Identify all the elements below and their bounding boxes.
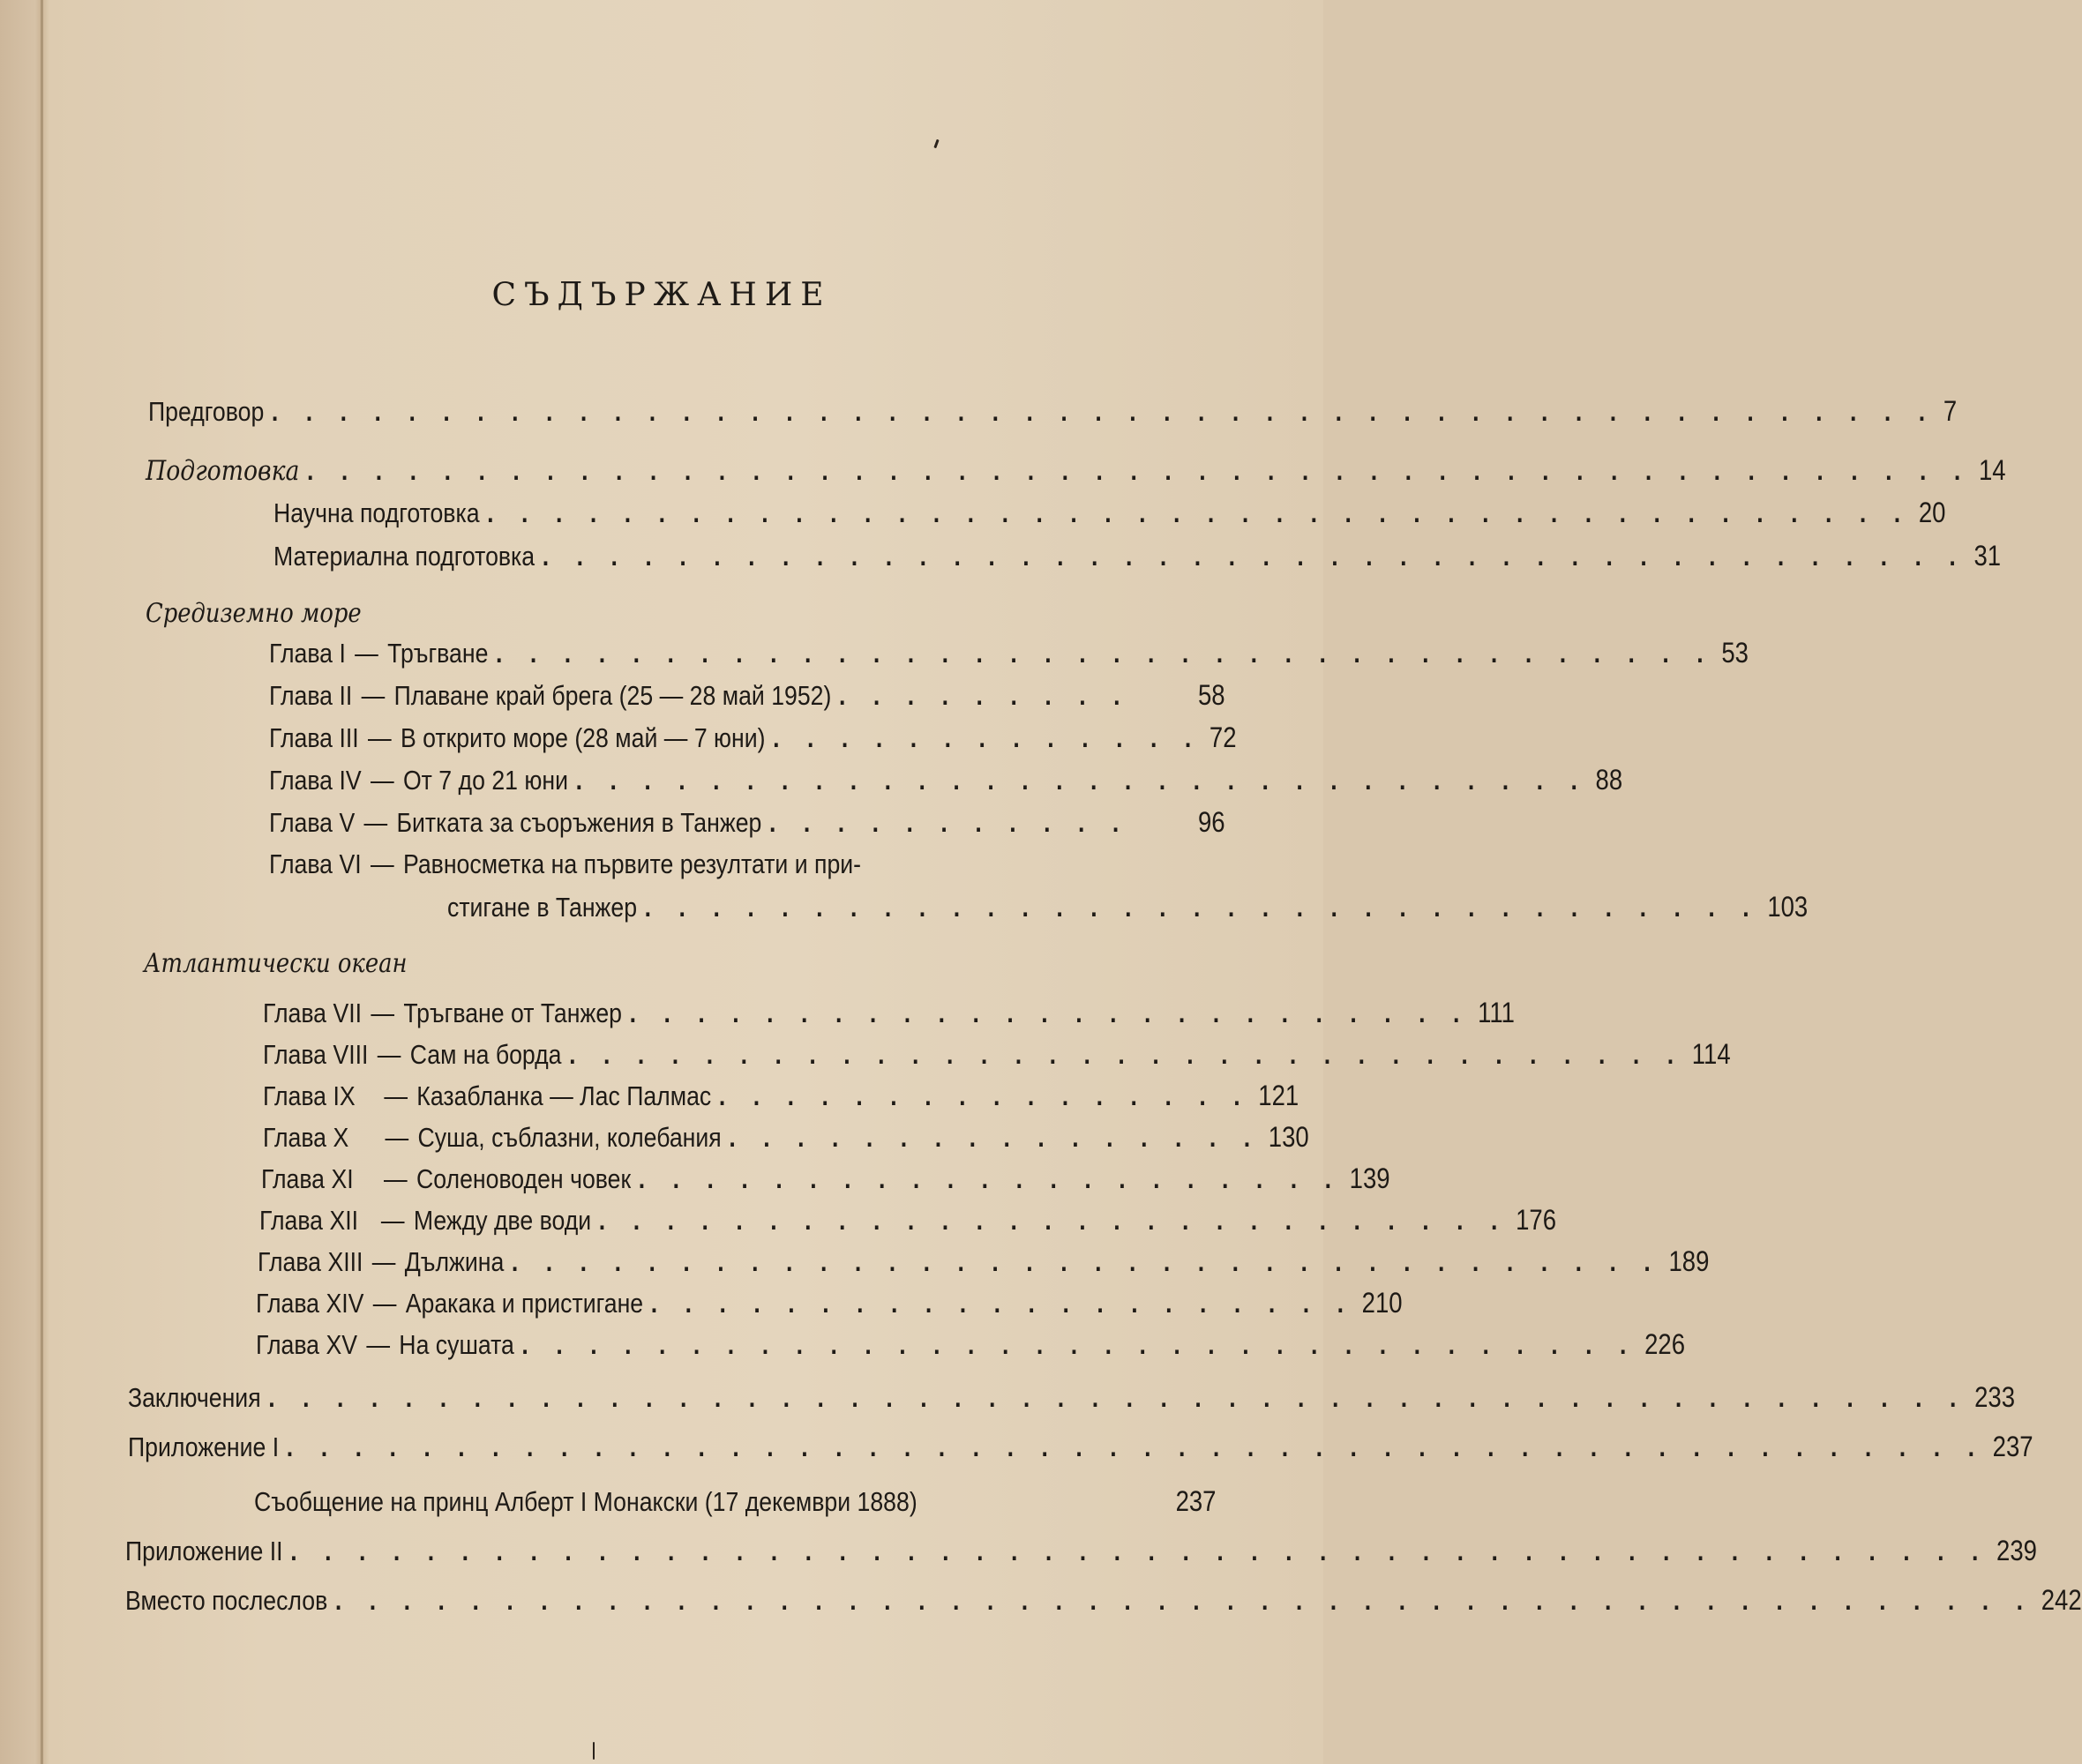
toc-chapter-1[interactable] [269,637,1749,669]
chapter-number: XIV [326,1288,364,1319]
entry-page: 7 [1943,395,1958,427]
dash: — [377,1039,401,1070]
chapter-label [269,722,766,754]
toc-entry-predgovor[interactable] [148,395,1958,428]
toc-chapter-8[interactable] [263,1038,1731,1071]
leader-dots: . . . . . . . . . . . . . . . . . . . . . . . . . . . . . . . . . [569,1039,1685,1070]
dash: — [371,1246,396,1277]
chapter-title: Битката за съоръжения в Танжер [396,807,762,838]
leader-dots: . . . . . . . . . . . [768,807,1130,838]
leader-dots: . . . . . . . . . . . . . . . . . . . . . . . . . . . . . . . . . . [511,1246,1661,1277]
chapter-word: Глава [259,1205,324,1236]
chapter-label [269,807,761,839]
entry-page: 114 [1691,1038,1731,1070]
chapter-label [269,765,568,796]
chapter-word: Глава [258,1246,322,1277]
toc-entry-nauchna[interactable] [273,497,1946,529]
chapter-number: XII [329,1205,359,1236]
chapter-word: Глава [269,765,333,796]
chapter-number: II [339,680,353,711]
toc-entry-vmesto-posleslov[interactable] [125,1584,2082,1617]
entry-label: Вместо послеслов [125,1585,328,1616]
chapter-word: Глава [263,1039,327,1070]
toc-chapter-12[interactable] [259,1204,1557,1237]
chapter-word: Глава [263,998,327,1028]
leader-dots: . . . . . . . . . . . . . . . . . . . . . . . . . . . . . . . . . . . . . . . . . . . . . . . . . . [334,1585,2034,1616]
dash: — [366,1329,390,1360]
chapter-number: XI [331,1163,354,1194]
chapter-label [256,1288,643,1319]
leader-dots: . . . . . . . . . [838,680,1131,711]
dash: — [367,722,392,753]
dash: — [380,1205,405,1236]
entry-page: 111 [1478,997,1515,1028]
entry-page: 121 [1258,1080,1299,1111]
chapter-number: IX [333,1080,356,1111]
entry-page: 210 [1361,1287,1403,1319]
leader-dots: . . . . . . . . . . . . . [773,722,1202,753]
toc-entry-prilozhenie-2[interactable] [125,1535,2037,1567]
chapter-word: Глава [269,722,333,753]
chapter-title: Казабланка — Лас Палмас [416,1080,712,1111]
dash: — [384,1163,408,1194]
toc-entry-zaklyuchenia[interactable] [128,1381,2016,1414]
chapter-label [258,1246,504,1278]
entry-page: 96 [1197,806,1225,838]
dash: — [370,848,394,879]
entry-page: 233 [1974,1381,2016,1413]
entry-page: 237 [1992,1431,2033,1462]
entry-label: Приложение II [125,1536,283,1566]
dash: — [363,807,388,838]
leader-dots: . . . . . . . . . . . . . . . . . . . . . . . . . . . . . . . . . . . . . . . . . . [542,541,1966,572]
chapter-title: Между две води [413,1205,592,1236]
entry-label: Научна подготовка [273,497,480,528]
chapter-number: VII [333,998,363,1028]
entry-page: 53 [1721,637,1749,669]
toc-chapter-15[interactable] [256,1328,1686,1361]
chapter-number: VIII [333,1039,369,1070]
chapter-title: В открито море (28 май — 7 юни) [400,722,766,753]
chapter-word: Глава [256,1329,320,1360]
dash: — [372,1288,397,1319]
toc-entry-podgotovka[interactable] [146,454,2006,487]
dash: — [370,765,394,796]
chapter-label [256,1329,514,1361]
entry-label: Приложение I [128,1431,280,1462]
chapter-number: X [333,1122,349,1153]
toc-entry-prilozhenie-1[interactable] [128,1431,2033,1463]
chapter-title: Плаване край брега (25 — 28 май 1952) [393,680,832,711]
leader-dots: . . . . . . . . . . . . . . . . . . . . . . . . . . . . . . . . . [644,892,1760,923]
chapter-number: VI [339,848,362,879]
leader-dots: . . . . . . . . . . . . . . . . [729,1122,1262,1153]
toc-chapter-13[interactable] [258,1245,1710,1278]
chapter-label [263,998,622,1029]
chapter-word: Глава [263,1122,327,1153]
toc-entry-materialna[interactable] [273,540,2002,572]
chapter-label [261,1163,631,1195]
toc-chapter-3[interactable] [269,721,1237,754]
entry-page: 31 [1973,540,2002,572]
chapter-title: Тръгване от Танжер [403,998,622,1028]
entry-page: 20 [1918,497,1946,528]
entry-page: 226 [1644,1328,1686,1360]
chapter-label [269,638,488,669]
chapter-number: IV [339,765,362,796]
leader-dots: . . . . . . . . . . . . . . . . [718,1080,1251,1111]
toc-chapter-10[interactable] [263,1121,1309,1154]
toc-chapter-14[interactable] [256,1287,1403,1319]
entry-page: 239 [1996,1535,2037,1566]
chapter-word: Глава [261,1163,326,1194]
leader-dots: . . . . . . . . . . . . . . . . . . . . . . . . . [629,998,1471,1028]
entry-label: Подготовка [146,455,300,487]
chapter-title: На сушата [399,1329,514,1360]
entry-page: 72 [1209,721,1237,753]
chapter-label [263,1039,562,1071]
chapter-number: XV [326,1329,358,1360]
entry-page: 14 [1978,454,2006,486]
entry-page: 58 [1197,679,1225,711]
toc-chapter-2[interactable] [269,679,1225,712]
leader-dots: . . . . . . . . . . . . . . . . . . . . . . . . . . . [598,1205,1509,1236]
entry-label: Заключения [128,1382,261,1413]
entry-label: Материална подготовка [273,541,535,572]
chapter-label [263,1122,722,1154]
chapter-word: Глава [263,1080,327,1111]
chapter-label [259,1205,591,1237]
entry-page: 237 [1175,1485,1217,1517]
chapter-title: Аракака и пристигане [405,1288,644,1319]
section-heading-sredizemno: Средиземно море [146,598,362,629]
leader-dots: . . . . . . . . . . . . . . . . . . . . . . . . . . . . . . . . . . . . . . . . . . . . . . . . . [306,455,1972,486]
entry-label: Съобщение на принц Алберт I Монакски (17 декември 1888) [254,1486,917,1517]
dash: — [371,998,395,1028]
dash: — [384,1080,408,1111]
chapter-title-continued: стигане в Танжер [447,892,638,923]
toc-chapter-9[interactable] [263,1080,1299,1112]
chapter-word: Глава [269,848,333,879]
toc-chapter-5[interactable] [269,806,1225,839]
leader-dots: . . . . . . . . . . . . . . . . . . . . . . . . . . . . . . . . . . . . . . . . . . . . . . . . . . [268,1382,1967,1413]
leader-dots: . . . . . . . . . . . . . . . . . . . . . . . . . . . . . . . . . . . . [496,638,1714,669]
dash: — [355,638,378,669]
chapter-number: XIII [327,1246,363,1277]
leader-dots: . . . . . . . . . . . . . . . . . . . . . [638,1163,1343,1194]
chapter-label [263,1080,711,1112]
toc-title: СЪДЪРЖАНИЕ [491,277,832,314]
entry-page: 189 [1668,1245,1710,1277]
entry-page: 103 [1767,891,1809,923]
chapter-title: Тръгване [387,638,489,669]
toc-chapter-7[interactable] [263,997,1515,1029]
chapter-label [269,680,831,712]
chapter-number: V [339,807,356,838]
entry-page: 139 [1349,1162,1390,1194]
chapter-word: Глава [256,1288,320,1319]
leader-dots: . . . . . . . . . . . . . . . . . . . . . . . . . . . . . . . . . [521,1329,1637,1360]
entry-page: 130 [1268,1121,1309,1153]
leader-dots: . . . . . . . . . . . . . . . . . . . . . . . . . . . . . . [575,765,1588,796]
leader-dots: . . . . . . . . . . . . . . . . . . . . . . . . . . . . . . . . . . . . . . . . . . [487,497,1912,528]
chapter-title: Сам на борда [409,1039,562,1070]
toc-chapter-11[interactable] [261,1162,1390,1195]
chapter-title: Дължина [404,1246,505,1277]
entry-label: Предговор [148,396,265,427]
leader-dots: . . . . . . . . . . . . . . . . . . . . . . . . . . . . . . . . . . . . . . . . . . . . . . . . . [271,396,1936,427]
chapter-number: I [339,638,346,669]
leader-dots: . . . . . . . . . . . . . . . . . . . . . . . . . . . . . . . . . . . . . . . . . . . . . . . . . . [290,1536,1989,1566]
toc-chapter-4[interactable] [269,764,1623,796]
section-heading-atlanticheski: Атлантически океан [144,948,408,979]
chapter-word: Глава [269,638,333,669]
chapter-word: Глава [269,807,333,838]
toc-chapter-6-continued[interactable] [447,891,1809,923]
chapter-title: От 7 до 21 юни [402,765,568,796]
dash: — [385,1122,409,1153]
toc-chapter-6[interactable] [269,848,861,880]
chapter-title: Равносметка на първите резултати и при- [402,848,862,879]
entry-page: 242 [2041,1584,2082,1616]
dash: — [361,680,386,711]
leader-dots: . . . . . . . . . . . . . . . . . . . . . . . . . . . . . . . . . . . . . . . . . . . . . . . . . . [286,1431,1986,1462]
chapter-title: Соленоводен човек [416,1163,632,1194]
entry-page: 176 [1516,1204,1557,1236]
toc-entry-saobshtenie[interactable] [254,1485,1216,1518]
entry-page: 88 [1595,764,1623,796]
leader-dots: . . . . . . . . . . . . . . . . . . . . . [650,1288,1355,1319]
chapter-title: Суша, съблазни, колебания [417,1122,722,1153]
chapter-word: Глава [269,680,333,711]
chapter-number: III [339,722,359,753]
